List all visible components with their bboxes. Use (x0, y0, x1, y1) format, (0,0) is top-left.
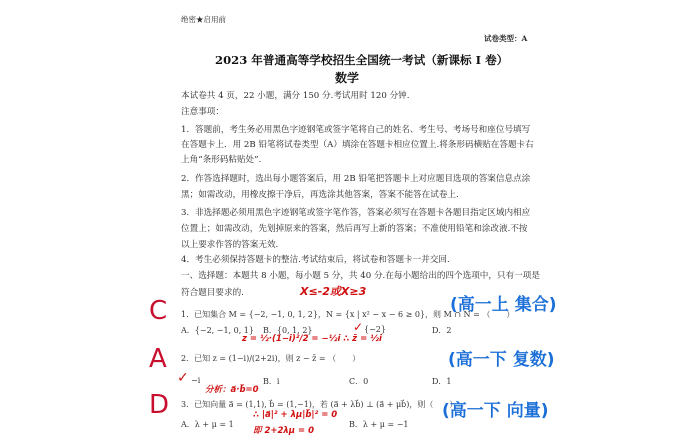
q1-option-d: D．2 (432, 326, 452, 335)
question-2-stem: 2．已知 z = (1−i)/(2+2i)，则 z − z̄ = （ ） (181, 354, 361, 363)
q3-option-b: B．λ + μ = −1 (349, 420, 409, 429)
paper-summary: 本试卷共 4 页，22 小题，满分 150 分.考试用时 120 分钟. (181, 91, 410, 101)
answer-mark-q3: D (149, 390, 170, 420)
exam-title: 2023 年普通高等学校招生全国统一考试（新课标 I 卷） (215, 53, 509, 67)
note-1-line-2: 在答题卡上．用 2B 铅笔将试卷类型（A）填涂在答题卡相应位置上.将条形码横贴在答题卡右 (181, 140, 534, 150)
topic-tag-q2: (高一下 复数) (448, 350, 555, 370)
section-heading-line-1: 一、选择题：本题共 8 小题，每小题 5 分，共 40 分.在每小题给出的四个选项中，只有一项是 (181, 271, 540, 281)
check-icon: ✓ (353, 320, 364, 334)
q1-option-a: A．{−2, −1, 0, 1} (181, 326, 254, 335)
paper-type: 试卷类型：A (484, 34, 528, 43)
answer-mark-q1: C (149, 296, 168, 326)
note-2-line-2: 黑；如需改动，用橡皮擦干净后，再选涂其他答案，答案不能答在试卷上. (181, 190, 459, 200)
secret-mark: 绝密★启用前 (181, 15, 226, 24)
annotation-q2-note: z = ½·(1−i)²/2 = −½i ∴ z̄ = ½i (242, 334, 382, 344)
q2-option-b: B．i (263, 377, 280, 386)
topic-tag-q3: (高一下 向量) (442, 401, 549, 421)
question-1-stem: 1．已知集合 M = {−2, −1, 0, 1, 2}，N = {x | x² − x − 6 ≥ 0}，则 M ∩ N = （ ） (181, 310, 515, 319)
q2-option-d: D．1 (432, 377, 452, 386)
note-3-line-2: 位置上；如需改动，先划掉原来的答案，然后再写上新的答案；不准使用铅笔和涂改液.不按 (181, 224, 528, 234)
annotation-q3-analysis: 分析：a⃗·b⃗=0 (205, 385, 259, 395)
question-3-stem: 3．已知向量 a⃗ = (1,1), b⃗ = (1,−1)，若 (a⃗ + λb⃗) ⊥ (a⃗ + μb⃗)，则（ ） (181, 400, 458, 409)
note-3-line-1: 3．非选择题必须用黑色字迹钢笔或签字笔作答，答案必须写在答题卡各题目指定区域内相应 (181, 208, 531, 218)
q1-option-c: {−2} (364, 325, 386, 334)
q3-option-a: A．λ + μ = 1 (181, 420, 234, 429)
note-3-line-3: 以上要求作答的答案无效. (181, 240, 279, 250)
q2-option-c: C．0 (349, 377, 369, 386)
annotation-q3-step: ∴ |a⃗|² + λμ|b⃗|² = 0 (253, 410, 338, 420)
annotation-q3-result: 即 2+2λμ = 0 (253, 426, 314, 436)
q2-option-a: −i (191, 376, 201, 385)
note-4: 4．考生必须保持答题卡的整洁.考试结束后，将试卷和答题卡一并交回. (181, 255, 450, 265)
note-1-line-1: 1．答题前，考生务必用黑色字迹钢笔或签字笔将自己的姓名、考生号、考场号和座位号填写 (181, 125, 531, 135)
note-2-line-1: 2．作答选择题时，选出每小题答案后，用 2B 铅笔把答题卡上对应题目选项的答案信息点涂 (181, 174, 531, 184)
notes-heading: 注意事项： (181, 107, 224, 117)
topic-tag-q1: (高一上 集合) (450, 295, 557, 315)
subject-title: 数学 (335, 71, 360, 85)
answer-mark-q2: A (149, 344, 167, 374)
section-heading-line-2: 符合题目要求的. (181, 288, 244, 298)
q1-option-b: B．{0, 1, 2} (263, 326, 313, 335)
note-1-line-3: 上角“条形码粘贴处”. (181, 155, 262, 165)
annotation-q1-note: X≤-2或X≥3 (300, 285, 367, 298)
check-icon: ✓ (177, 370, 189, 386)
